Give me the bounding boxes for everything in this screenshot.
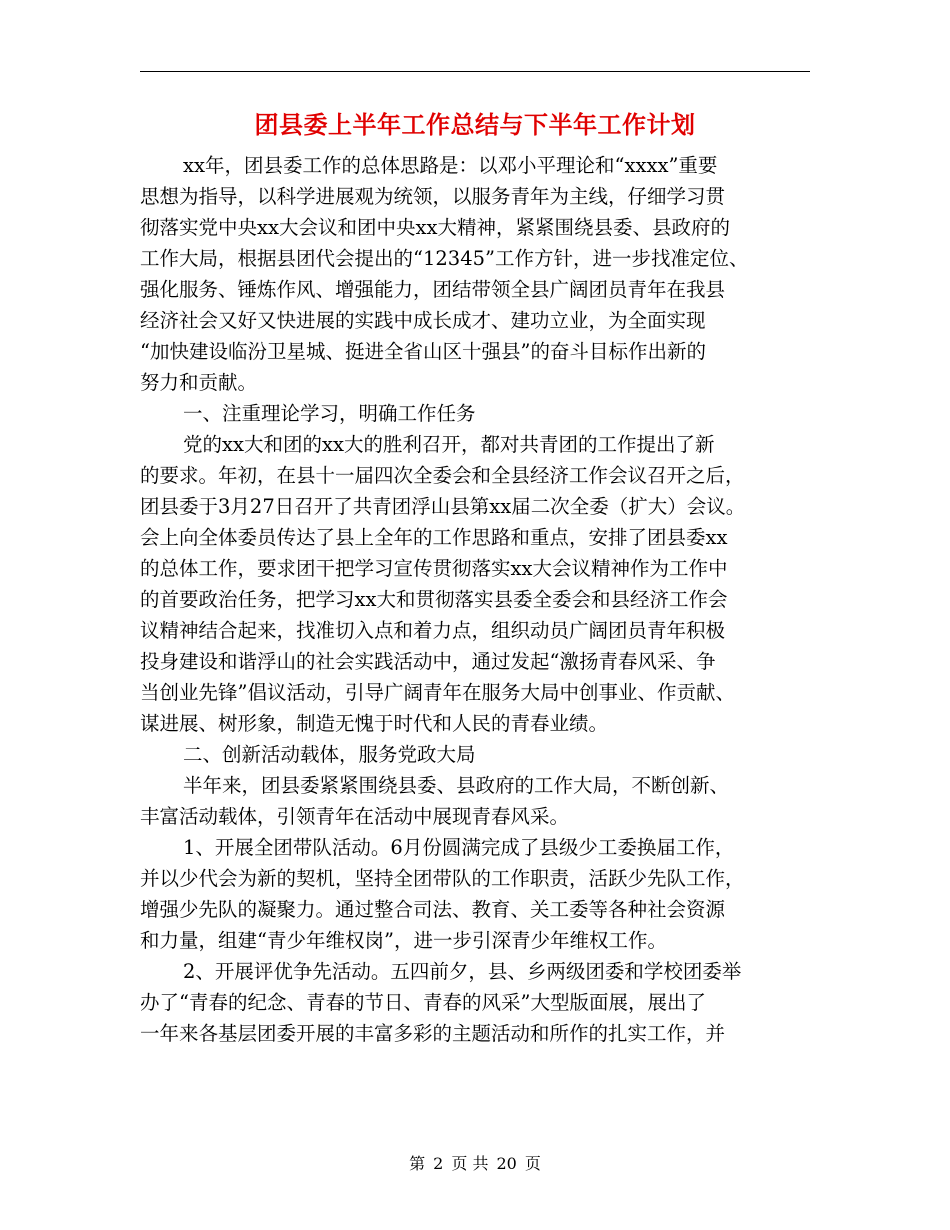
text-line: “加快建设临汾卫星城、挺进全省山区十强县”的奋斗目标作出新的: [140, 340, 706, 363]
text-line: 和力量，组建“青少年维权岗”，进一步引深青少年维权工作。: [140, 929, 667, 952]
footer-page-number: 2: [433, 1154, 444, 1173]
text-line: 经济社会又好又快进展的实践中成长成才、建功立业，为全面实现: [140, 309, 706, 332]
text-line: 1、开展全团带队活动。6月份圆满完成了县级少工委换届工作，: [183, 836, 735, 859]
text-line: 一、注重理论学习，明确工作任务: [183, 402, 476, 425]
text-line: 强化服务、锤炼作风、增强能力，团结带领全县广阔团员青年在我县: [140, 278, 726, 301]
text-line: 的要求。年初，在县十一届四次全委会和全县经济工作会议召开之后，: [140, 464, 745, 487]
text-line: 增强少先队的凝聚力。通过整合司法、教育、关工委等各种社会资源: [140, 898, 726, 921]
text-line: 工作大局，根据县团代会提出的“12345”工作方针，进一步找准定位、: [140, 247, 749, 270]
text-line: 思想为指导，以科学进展观为统领，以服务青年为主线，仔细学习贯: [140, 185, 726, 208]
text-line: 丰富活动载体，引领青年在活动中展现青春风采。: [140, 805, 570, 828]
text-line: 彻落实党中央xx大会议和团中央xx大精神，紧紧围绕县委、县政府的: [140, 216, 730, 239]
footer-prefix: 第: [409, 1154, 426, 1173]
text-line: 议精神结合起来，找准切入点和着力点，组织动员广阔团员青年积极: [140, 619, 726, 642]
text-line: 当创业先锋”倡议活动，引导广阔青年在服务大局中创事业、作贡献、: [140, 681, 735, 704]
document-title: 团县委上半年工作总结与下半年工作计划: [254, 110, 696, 139]
text-line: 党的xx大和团的xx大的胜利召开，都对共青团的工作提出了新: [183, 433, 715, 456]
text-line: 投身建设和谐浮山的社会实践活动中，通过发起“激扬青春风采、争: [140, 650, 716, 673]
text-line: 并以少代会为新的契机，坚持全团带队的工作职责，活跃少先队工作，: [140, 867, 745, 890]
text-line: 二、创新活动载体，服务党政大局: [183, 743, 476, 766]
text-line: 团县委于3月27日召开了共青团浮山县第xx届二次全委（扩大）会议。: [140, 495, 746, 518]
text-line: 2、开展评优争先活动。五四前夕，县、乡两级团委和学校团委举: [183, 960, 742, 983]
text-line: 努力和贡献。: [140, 371, 258, 394]
footer-suffix: 页: [524, 1154, 541, 1173]
text-line: 办了“青春的纪念、青春的节日、青春的风采”大型版面展，展出了: [140, 991, 706, 1014]
text-line: 的总体工作，要求团干把学习宣传贯彻落实xx大会议精神作为工作中: [140, 557, 728, 580]
text-line: 一年来各基层团委开展的丰富多彩的主题活动和所作的扎实工作，并: [140, 1022, 726, 1045]
footer-total-pages: 20: [496, 1154, 517, 1173]
text-line: 的首要政治任务，把学习xx大和贯彻落实县委全委会和县经济工作会: [140, 588, 728, 611]
document-body: [140, 150, 810, 1049]
page-footer: [140, 1153, 810, 1175]
header-rule: [140, 71, 810, 72]
text-line: xx年，团县委工作的总体思路是：以邓小平理论和“xxxx”重要: [183, 154, 718, 177]
text-line: 半年来，团县委紧紧围绕县委、县政府的工作大局，不断创新、: [183, 774, 730, 797]
text-line: 谋进展、树形象，制造无愧于时代和人民的青春业绩。: [140, 712, 609, 735]
footer-middle: 页 共: [451, 1154, 489, 1173]
text-line: 会上向全体委员传达了县上全年的工作思路和重点，安排了团县委xx: [140, 526, 728, 549]
